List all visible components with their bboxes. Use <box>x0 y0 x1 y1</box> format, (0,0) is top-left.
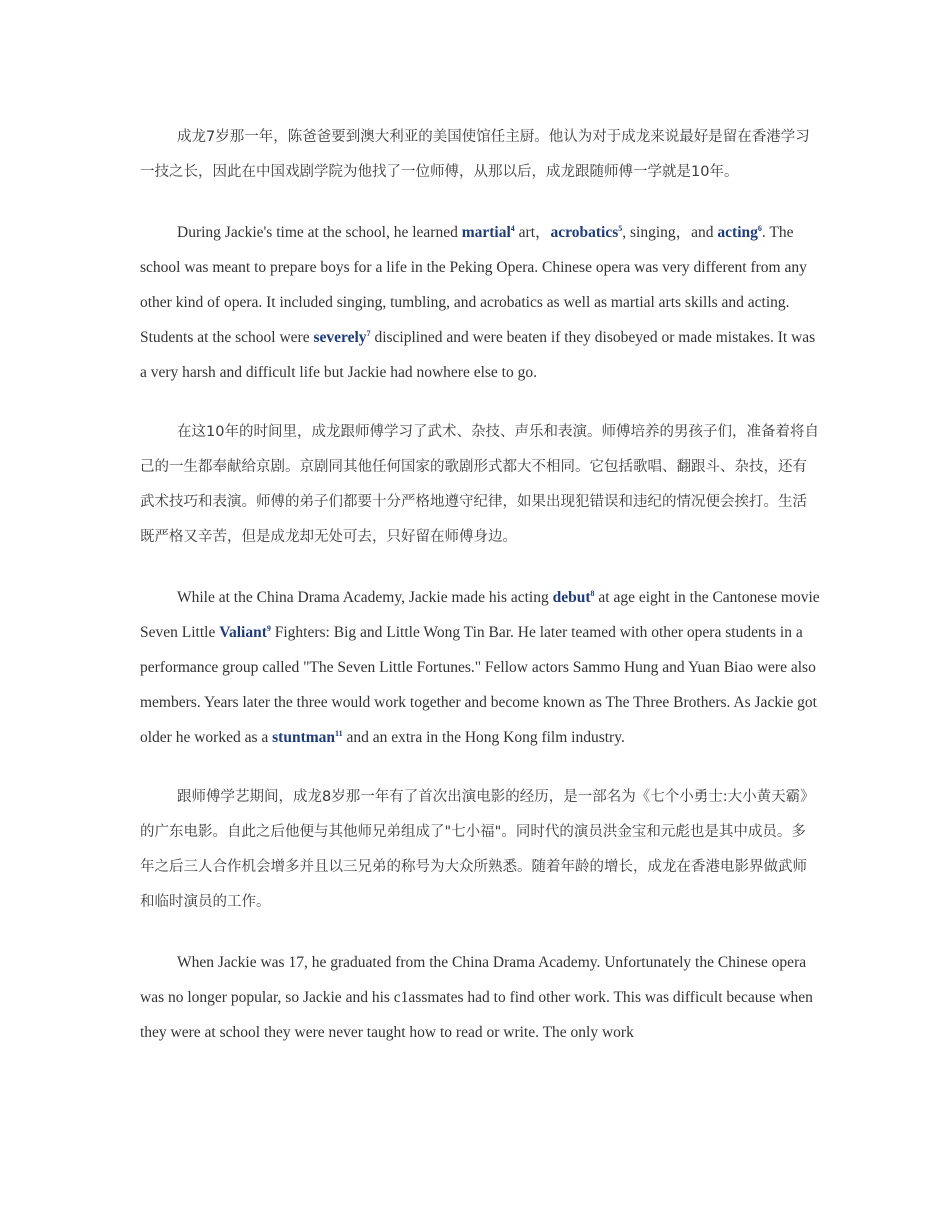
footnote-ref-8: 8 <box>590 588 595 598</box>
text-run: While at the China Drama Academy, Jackie made his acting <box>177 589 553 606</box>
footnote-ref-7: 7 <box>366 328 371 338</box>
footnote-ref-5: 5 <box>618 223 623 233</box>
text-run: . The school was meant to prepare boys for a life in the Peking Opera. Chinese opera was very different from any other kind of opera. It included singing, tumbling, and acrobatics as well as martial arts skills and acting. Students at the school were <box>140 224 807 346</box>
text-run: at age eight in the Cantonese movie Seven Little <box>140 589 820 641</box>
footnote-ref-11: 11 <box>335 728 343 738</box>
footnote-ref-4: 4 <box>510 223 515 233</box>
vocab-debut[interactable]: debut$^8$ <box>552 588 595 606</box>
vocab-stuntman[interactable]: stuntman$^{11}$ <box>272 728 343 746</box>
paragraph-english-3: When Jackie was 17, he graduated from the China Drama Academy. Unfortunately the Chinese opera was no longer popular, so Jackie and his c1assmates had to find other work. This was difficult because when they were at school they were never taught how to read or write. The only work <box>140 954 813 1041</box>
vocab-valiant[interactable]: Valiant$^9$ <box>219 623 271 641</box>
vocab-martial[interactable]: martial$^4$ <box>461 223 515 241</box>
text-run: , singing，and <box>622 224 718 241</box>
paragraph-chinese-1: 成龙7岁那一年，陈爸爸要到澳大利亚的美国使馆任主厨。他认为对于成龙来说最好是留在香港学习一技之长，因此在中国戏剧学院为他找了一位师傅，从那以后，成龙跟随师傅一学就是10年。 <box>140 129 810 180</box>
paragraph-chinese-2: 在这10年的时间里，成龙跟师傅学习了武术、杂技、声乐和表演。师傅培养的男孩子们，准备着将自己的一生都奉献给京剧。京剧同其他任何国家的歌剧形式都大不相同。它包括歌唱、翻跟斗、杂技，还有武术技巧和表演。师傅的弟子们都要十分严格地遵守纪律，如果出现犯错误和违纪的情况便会挨打。生活既严格又辛苦，但是成龙却无处可去，只好留在师傅身边。 <box>140 424 819 545</box>
paragraph-english-2 <box>140 580 820 755</box>
text-run: art， <box>514 224 551 241</box>
vocab-severely[interactable]: severely$^7$ <box>313 328 371 346</box>
paragraph-chinese-3: 跟师傅学艺期间，成龙8岁那一年有了首次出演电影的经历，是一部名为《七个小勇士:大小黄天霸》的广东电影。自此之后他便与其他师兄弟组成了"七小福"。同时代的演员洪金宝和元彪也是其中成员。多年之后三人合作机会增多并且以三兄弟的称号为大众所熟悉。随着年龄的增长，成龙在香港电影界做武师和临时演员的工作。 <box>140 789 815 910</box>
text-run: disciplined and were beaten if they disobeyed or made mistakes. It was a very harsh and difficult life but Jackie had nowhere else to go. <box>140 329 816 381</box>
text-run: During Jackie's time at the school, he learned <box>177 224 462 241</box>
footnote-ref-9: 9 <box>266 623 271 633</box>
vocab-acting[interactable]: acting$^6$ <box>717 223 762 241</box>
paragraph-english-1 <box>140 215 820 390</box>
footnote-ref-6: 6 <box>757 223 762 233</box>
document-page <box>140 120 820 1050</box>
text-run: and an extra in the Hong Kong film industry. <box>342 729 625 746</box>
vocab-acrobatics[interactable]: acrobatics$^5$ <box>550 223 623 241</box>
text-run: Fighters: Big and Little Wong Tin Bar. He later teamed with other opera students in a performance group called "The Seven Little Fortunes." Fellow actors Sammo Hung and Yuan Biao were also members. Years later the three would work together and become known as The Three Brothers. As Jackie got older he worked as a <box>140 624 817 746</box>
